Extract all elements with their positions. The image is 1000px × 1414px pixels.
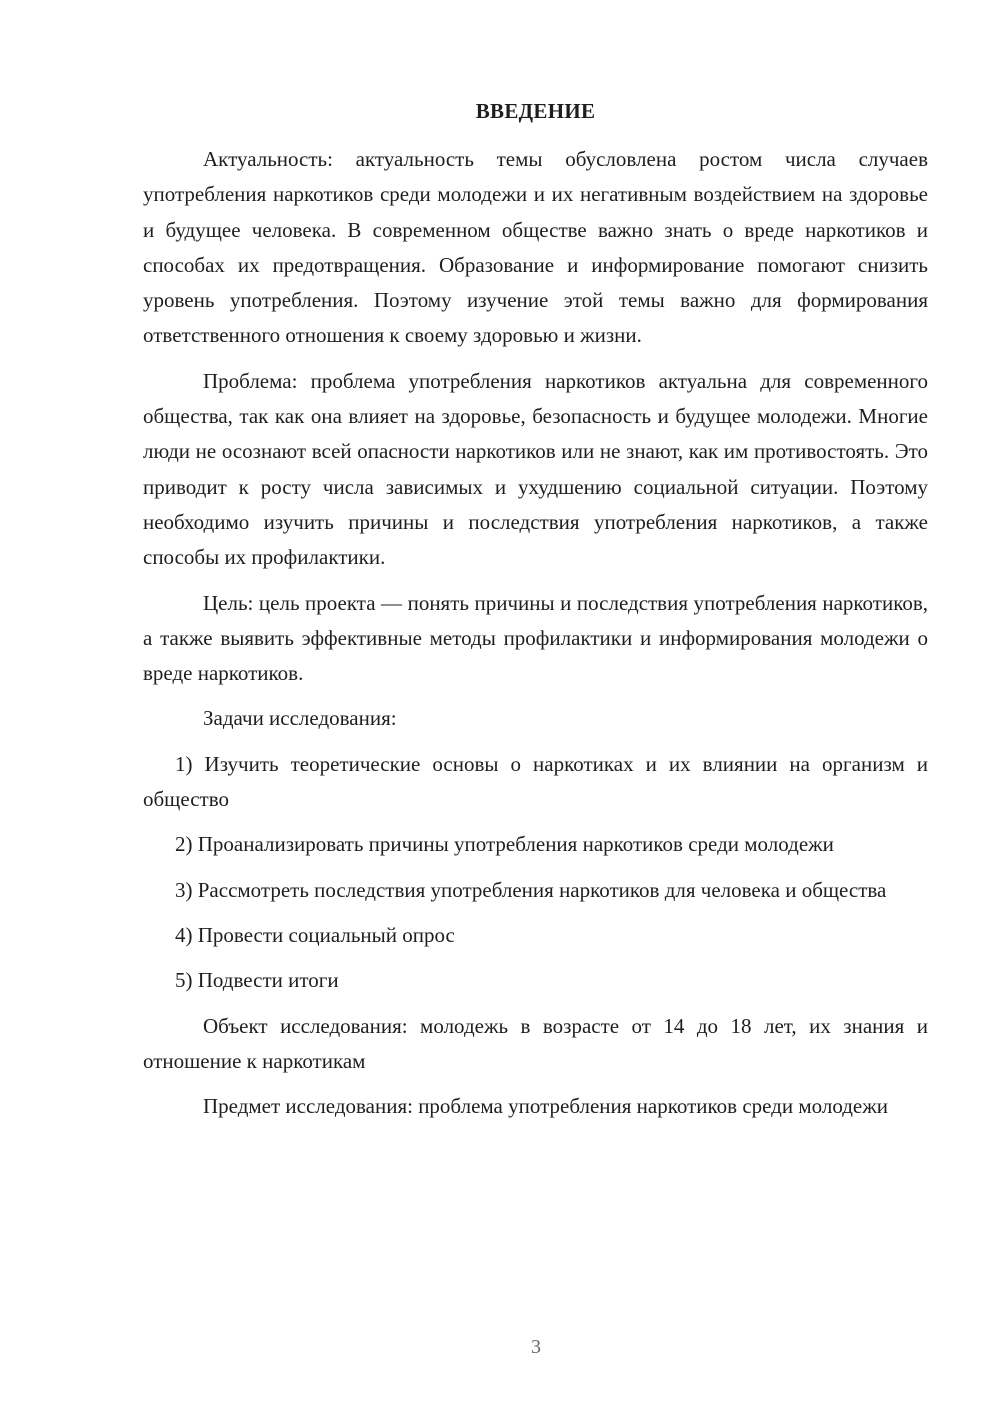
paragraph-goal: Цель: цель проекта — понять причины и последствия употребления наркотиков, а также выявить эффективные методы профилактики и информирования молодежи о вреде наркотиков. xyxy=(143,590,928,686)
page-title: ВВЕДЕНИЕ xyxy=(475,99,596,123)
task-item-1: 1) Изучить теоретические основы о наркотиках и их влиянии на организм и общество xyxy=(143,751,928,812)
paragraph-problem: Проблема: проблема употребления наркотиков актуальна для современного общества, так как она влияет на здоровье, безопасность и будущее молодежи. Многие люди не осознают всей опасности наркотиков или не знают, как им противостоять. Это приводит к росту числа зависимых и ухудшению социальной ситуации. Поэтому необходимо изучить причины и последствия употребления наркотиков, а также способы их профилактики. xyxy=(143,368,928,570)
task-item-3: 3) Рассмотреть последствия употребления наркотиков для человека и общества xyxy=(175,877,887,902)
task-item-5: 5) Подвести итоги xyxy=(175,968,339,993)
paragraph-subject: Предмет исследования: проблема употребления наркотиков среди молодежи xyxy=(203,1094,888,1119)
tasks-heading: Задачи исследования: xyxy=(203,706,397,731)
task-item-4: 4) Провести социальный опрос xyxy=(175,922,455,947)
page-number: 3 xyxy=(531,1336,541,1358)
paragraph-object: Объект исследования: молодежь в возрасте от 14 до 18 лет, их знания и отношение к наркотикам xyxy=(143,1013,928,1073)
document-body xyxy=(143,142,928,1124)
task-item-2: 2) Проанализировать причины употребления наркотиков среди молодежи xyxy=(175,832,834,857)
paragraph-relevance: Актуальность: актуальность темы обусловлена ростом числа случаев употребления наркотиков среди молодежи и их негативным воздействием на здоровье и будущее человека. В современном обществе важно знать о вреде наркотиков и способах их предотвращения. Образование и информирование помогают снизить уровень употребления. Поэтому изучение этой темы важно для формирования ответственного отношения к своему здоровью и жизни. xyxy=(143,147,928,348)
